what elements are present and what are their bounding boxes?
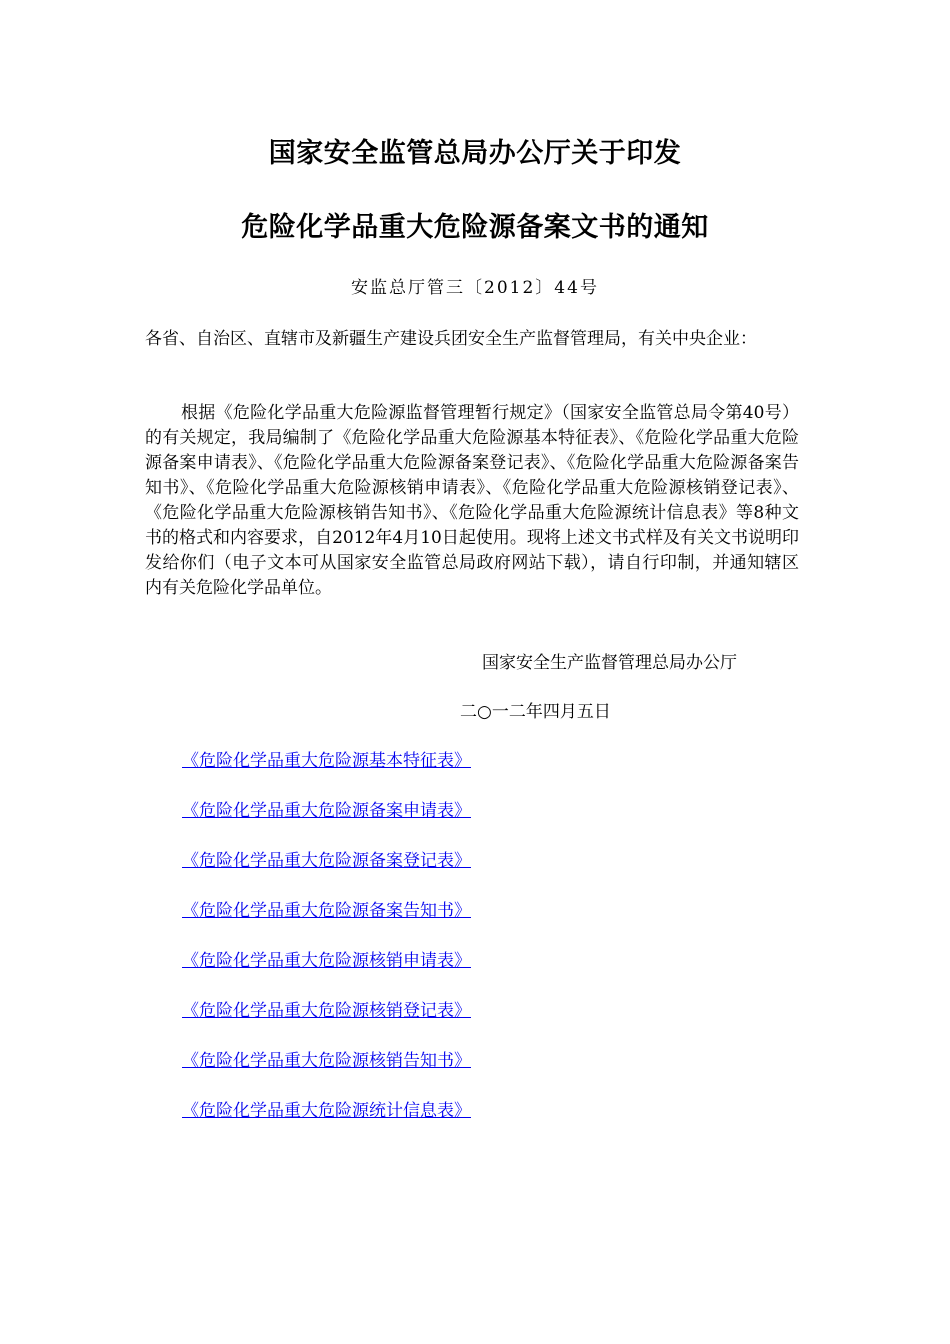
attachment-link-basic-features[interactable]: 《危险化学品重大危险源基本特征表》 (182, 751, 471, 771)
attachment-link-filing-application[interactable]: 《危险化学品重大危险源备案申请表》 (182, 801, 471, 821)
signature-date: 二○一二年四月五日 (460, 702, 611, 722)
attachment-links (182, 749, 782, 1149)
document-title-line-2: 危险化学品重大危险源备案文书的通知 (241, 212, 709, 243)
attachment-link-cancellation-application[interactable]: 《危险化学品重大危险源核销申请表》 (182, 951, 471, 971)
attachment-link-cancellation-notice[interactable]: 《危险化学品重大危险源核销告知书》 (182, 1051, 471, 1071)
document-title-line-1: 国家安全监管总局办公厅关于印发 (268, 138, 682, 169)
attachment-link-filing-registration[interactable]: 《危险化学品重大危险源备案登记表》 (182, 851, 471, 871)
attachment-link-filing-notice[interactable]: 《危险化学品重大危险源备案告知书》 (182, 901, 471, 921)
addressee: 各省、自治区、直辖市及新疆生产建设兵团安全生产监督管理局，有关中央企业： (145, 329, 757, 349)
document-number: 安监总厅管三〔2012〕44号 (351, 278, 599, 298)
signature-organization: 国家安全生产监督管理总局办公厅 (482, 653, 737, 673)
attachment-link-statistics-table[interactable]: 《危险化学品重大危险源统计信息表》 (182, 1101, 471, 1121)
body-paragraph: 根据《危险化学品重大危险源监督管理暂行规定》（国家安全监管总局令第40号）的有关规定，我局编制了《危险化学品重大危险源基本特征表》、《危险化学品重大危险源备案申请表》、《危险化学品重大危险源备案登记表》、《危险化学品重大危险源备案告知书》、《危险化学品重大危险源核销申请表》、《危险化学品重大危险源核销登记表》、《危险化学品重大危险源核销告知书》、《危险化学品重大危险源统计信息表》等8种文书的格式和内容要求，自2012年4月10日起使用。现将上述文书式样及有关文书说明印发给你们（电子文本可从国家安全监管总局政府网站下载），请自行印制，并通知辖区内有关危险化学品单位。 (145, 403, 799, 598)
attachment-link-cancellation-registration[interactable]: 《危险化学品重大危险源核销登记表》 (182, 1001, 471, 1021)
